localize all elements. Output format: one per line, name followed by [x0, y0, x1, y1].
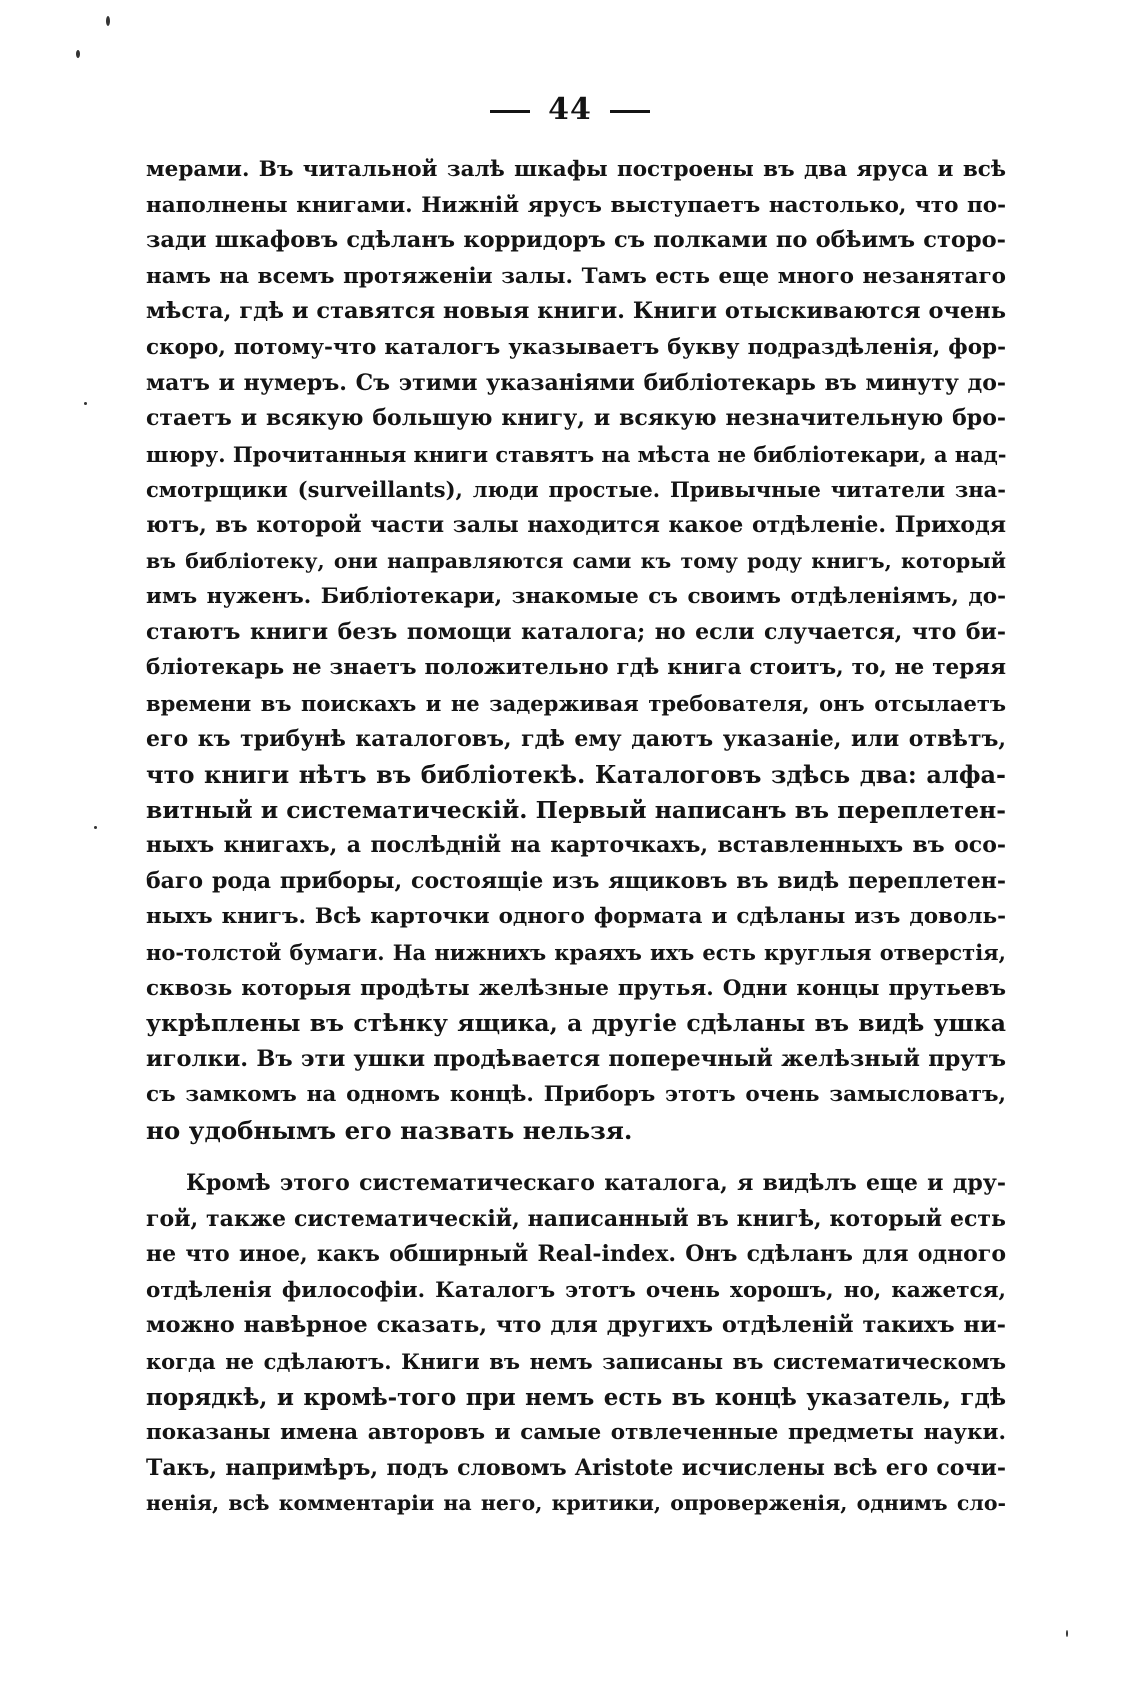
text-line: ныхъ книгъ. Всѣ карточки одного формата и сдѣланы изъ доволь-: [146, 904, 1006, 930]
text-line: не что иное, какъ обширный Real-index. Онъ сдѣланъ для одного: [146, 1241, 1006, 1268]
text-line: можно навѣрное сказать, что для другихъ отдѣленій такихъ ни-: [146, 1312, 1006, 1339]
text-line: баго рода приборы, состоящіе изъ ящиковъ въ видѣ переплетен-: [146, 867, 1006, 894]
scan-speck: [76, 50, 80, 58]
text-line: показаны имена авторовъ и самые отвлеченные предметы науки.: [146, 1420, 1006, 1446]
text-line: витный и систематическій. Первый написанъ въ переплетен-: [146, 795, 1006, 824]
text-line: наполнены книгами. Нижній ярусъ выступаетъ настолько, что по-: [146, 192, 1006, 218]
page-header: [0, 92, 1140, 127]
text-line: ютъ, въ которой части залы находится какое отдѣленіе. Приходя: [146, 511, 1006, 538]
paragraph-1: [146, 152, 1006, 1149]
text-line: зади шкафовъ сдѣланъ корридоръ съ полками по обѣимъ сторо-: [146, 227, 1006, 254]
text-line: бліотекарь не знаетъ положительно гдѣ книга стоитъ, то, не теряя: [146, 655, 1006, 681]
text-line: Такъ, напримѣръ, подъ словомъ Aristote исчислены всѣ его сочи-: [146, 1454, 1006, 1481]
text-line: смотрщики (surveillants), люди простые. Привычные читатели зна-: [146, 477, 1006, 503]
text-line: но-толстой бумаги. На нижнихъ краяхъ ихъ есть круглыя отверстія,: [146, 940, 1006, 966]
text-line: стаютъ книги безъ помощи каталога; но если случается, что би-: [146, 618, 1006, 645]
scan-speck: [1066, 1630, 1068, 1637]
text-line: съ замкомъ на одномъ концѣ. Приборъ этотъ очень замысловатъ,: [146, 1082, 1006, 1108]
text-line: шюру. Прочитанныя книги ставятъ на мѣста не библіотекари, а над-: [146, 441, 1006, 467]
text-line: что книги нѣтъ въ библіотекѣ. Каталоговъ здѣсь два: алфа-: [146, 760, 1006, 790]
text-line: укрѣплены въ стѣнку ящика, а другіе сдѣланы въ видѣ ушка: [146, 1009, 1006, 1038]
text-line: сквозь которыя продѣты желѣзные прутья. Одни концы прутьевъ: [146, 975, 1006, 1001]
text-line: времени въ поискахъ и не задерживая требователя, онъ отсылаетъ: [146, 690, 1006, 716]
scan-speck: [94, 826, 97, 829]
text-line: ненія, всѣ комментаріи на него, критики, опроверженія, однимъ сло-: [146, 1491, 1006, 1516]
text-line: когда не сдѣлаютъ. Книги въ немъ записаны въ систематическомъ: [146, 1348, 1006, 1374]
text-line: Кромѣ этого систематическаго каталога, я видѣлъ еще и дру-: [186, 1170, 1006, 1196]
text-line: скоро, потому-что каталогъ указываетъ букву подраздѣленія, фор-: [146, 334, 1006, 360]
text-line: отдѣленія философіи. Каталогъ этотъ очень хорошъ, но, кажется,: [146, 1277, 1006, 1303]
text-line: имъ нуженъ. Библіотекари, знакомые съ своимъ отдѣленіямъ, до-: [146, 584, 1006, 610]
text-line: иголки. Въ эти ушки продѣвается поперечный желѣзный прутъ: [146, 1045, 1006, 1072]
text-line: ныхъ книгахъ, а послѣдній на карточкахъ, вставленныхъ въ осо-: [146, 832, 1006, 859]
text-line: мерами. Въ читальной залѣ шкафы построены въ два яруса и всѣ: [146, 157, 1006, 182]
text-line: порядкѣ, и кромѣ-того при немъ есть въ концѣ указатель, гдѣ: [146, 1383, 1006, 1411]
paragraph-2: [146, 1166, 1006, 1522]
scan-speck: [84, 402, 87, 405]
text-line: мѣста, гдѣ и ставятся новыя книги. Книги отыскиваются очень: [146, 298, 1006, 325]
text-line: матъ и нумеръ. Съ этими указаніями библіотекарь въ минуту до-: [146, 369, 1006, 396]
text-line: его къ трибунѣ каталоговъ, гдѣ ему даютъ указаніе, или отвѣтъ,: [146, 725, 1006, 752]
text-line: намъ на всемъ протяженіи залы. Тамъ есть еще много незанятаго: [146, 263, 1006, 289]
text-line: гой, также систематическій, написанный въ книгѣ, который есть: [146, 1205, 1006, 1232]
text-line: въ библіотеку, они направляются сами къ тому роду книгъ, который: [146, 548, 1006, 573]
header-dash-right: [610, 110, 650, 113]
text-line: стаетъ и всякую большую книгу, и всякую незначительную бро-: [146, 405, 1006, 432]
page-number: 44: [548, 92, 592, 127]
header-dash-left: [490, 110, 530, 113]
scan-speck: [106, 16, 110, 26]
text-line: но удобнымъ его назвать нельзя.: [146, 1116, 633, 1146]
